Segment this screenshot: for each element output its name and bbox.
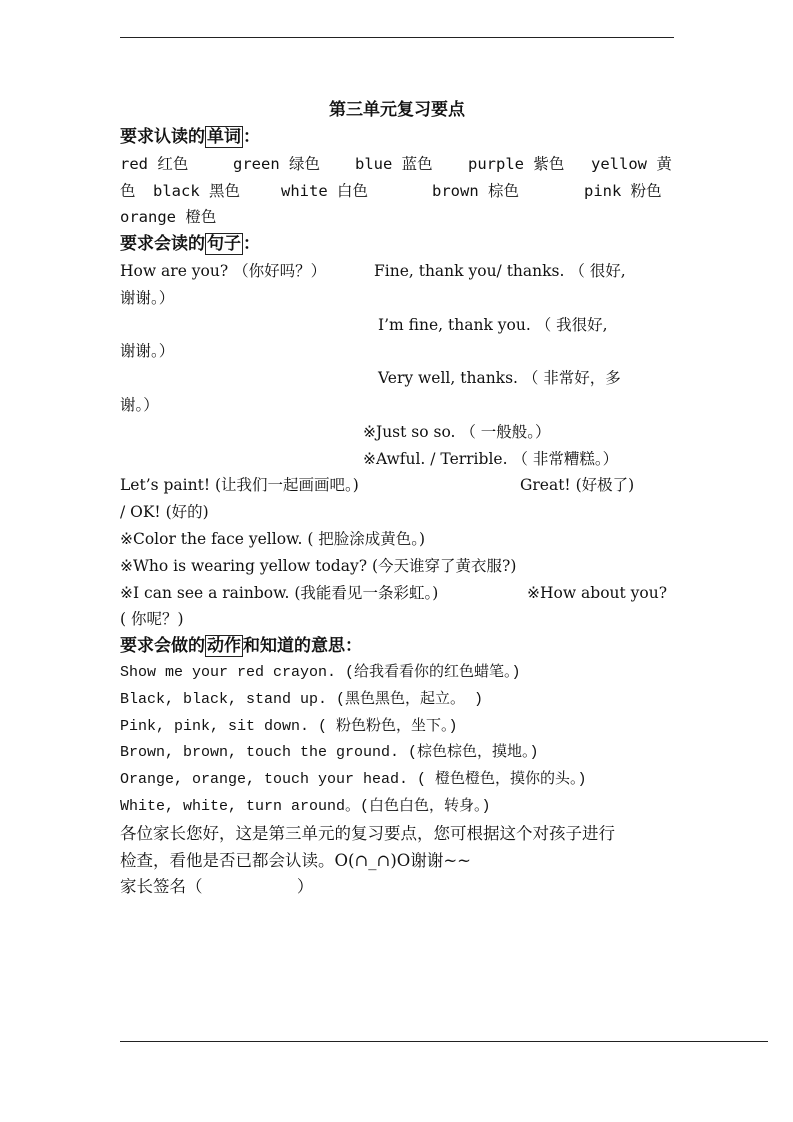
- sentence-row: [120, 606, 674, 633]
- sentence-row: [120, 258, 674, 285]
- parent-note-line-1: 各位家长您好，这是第三单元的复习要点，您可根据这个对孩子进行: [120, 823, 615, 843]
- word-yellow: yellow 黄: [591, 154, 672, 173]
- sentence-row: [120, 365, 674, 392]
- sentence-ok: / OK! (好的): [120, 503, 209, 522]
- sentence-lets-paint: Let’s paint! (让我们一起画画吧。): [120, 476, 359, 495]
- sentence-row: [120, 392, 674, 419]
- parent-signature: 家长签名（ ）: [120, 877, 314, 897]
- sentence-fine-cont: 谢谢。）: [120, 288, 175, 307]
- action-brown: Brown, brown, touch the ground. (棕色棕色，摸地。): [120, 744, 539, 762]
- sentence-very-well: Very well, thanks. （ 非常好，多: [378, 369, 621, 388]
- parent-note-line-2: 检查，看他是否已都会认读。O(∩_∩)O谢谢~~: [120, 850, 471, 870]
- word-brown: brown 棕色: [432, 181, 519, 200]
- page-title: 第三单元复习要点: [329, 100, 465, 120]
- header-rule: [120, 37, 674, 38]
- action-orange: Orange, orange, touch your head. ( 橙色橙色，摸你的头。): [120, 771, 587, 789]
- word-green: green 绿色: [233, 154, 320, 173]
- boxed-keyword: 动作: [207, 636, 241, 657]
- word-row-2: [120, 178, 674, 205]
- sentence-rainbow: ※I can see a rainbow. (我能看见一条彩虹。): [120, 583, 439, 602]
- action-show: Show me your red crayon. (给我看看你的红色蜡笔。): [120, 663, 521, 681]
- sentence-great: Great! (好极了): [520, 476, 635, 495]
- sentence-how-are-you: How are you? （你好吗？）: [120, 261, 327, 280]
- sentence-row: [120, 338, 674, 365]
- sentence-who-wearing: ※Who is wearing yellow today? (今天谁穿了黄衣服?): [120, 556, 517, 575]
- sentence-row: [120, 312, 674, 339]
- document-body: [120, 96, 674, 901]
- word-blue: blue 蓝色: [355, 154, 433, 173]
- sentence-row: [120, 285, 674, 312]
- sentence-im-fine: I’m fine, thank you. （ 我很好,: [378, 315, 608, 334]
- word-white: white 白色: [281, 181, 368, 200]
- sentence-color-face: ※Color the face yellow. ( 把脸涂成黄色。): [120, 529, 426, 548]
- section-heading-words: 要求认读的 单词 ：: [120, 127, 260, 147]
- word-row-3: [120, 204, 674, 231]
- sentence-ni-ne: ( 你呢？): [120, 610, 184, 629]
- sentence-row: [120, 499, 674, 526]
- word-pink: pink 粉色: [584, 181, 662, 200]
- action-white: White, white, turn around。(白色白色，转身。): [120, 797, 491, 815]
- footer-rule: [120, 1041, 768, 1042]
- word-red: red 红色: [120, 154, 189, 173]
- action-pink: Pink, pink, sit down. ( 粉色粉色，坐下。): [120, 717, 458, 735]
- sentence-row: [120, 472, 674, 499]
- word-purple: purple 紫色: [468, 154, 565, 173]
- sentence-how-about-you: ※How about you?: [527, 583, 668, 602]
- section-heading-actions: 要求会做的 动作 和知道的意思：: [120, 636, 362, 657]
- sentence-row: [120, 446, 674, 473]
- boxed-keyword: 句子: [207, 234, 241, 255]
- sentence-just-so-so: ※Just so so. （ 一般般。）: [363, 422, 551, 441]
- sentence-im-fine-cont: 谢谢。）: [120, 342, 175, 361]
- action-black: Black, black, stand up. (黑色黑色，起立。 ): [120, 690, 484, 708]
- sentence-awful: ※Awful. / Terrible. （ 非常糟糕。）: [363, 449, 619, 468]
- section-heading-sentences: 要求会读的 句子 ：: [120, 234, 260, 255]
- sentence-row: [120, 553, 674, 580]
- sentence-row: [120, 419, 674, 446]
- sentence-row: [120, 580, 674, 607]
- word-black: black 黑色: [153, 181, 240, 200]
- sentence-very-well-cont: 谢。）: [120, 395, 159, 414]
- sentence-fine: Fine, thank you/ thanks. （ 很好,: [374, 261, 626, 280]
- word-orange: orange 橙色: [120, 208, 217, 227]
- word-row-1: [120, 151, 674, 178]
- word-yellow-cont: 色: [120, 181, 136, 200]
- boxed-keyword: 单词: [207, 127, 241, 147]
- sentence-row: [120, 526, 674, 553]
